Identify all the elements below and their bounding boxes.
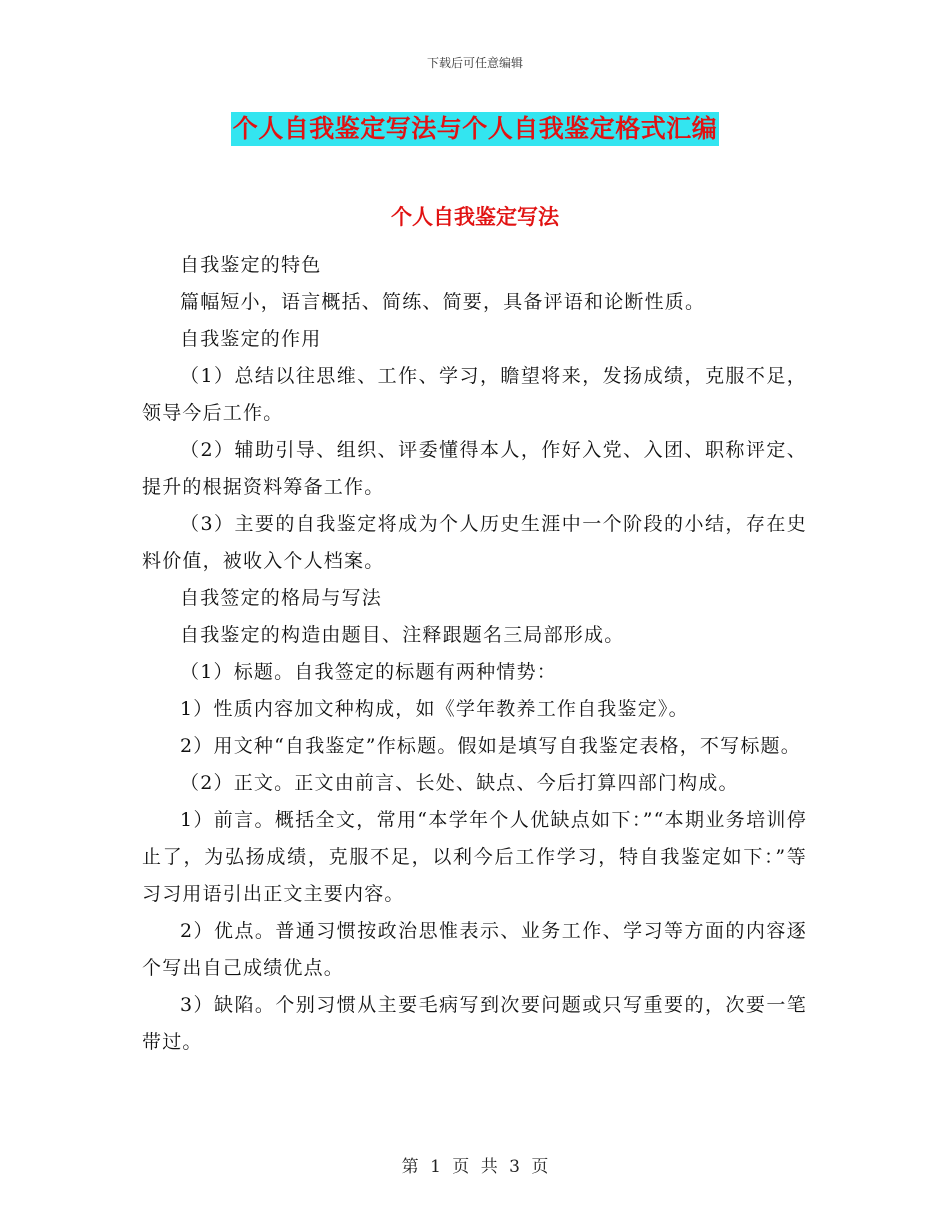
main-title: 个人自我鉴定写法与个人自我鉴定格式汇编 — [231, 112, 720, 146]
paragraph: （1）总结以往思维、工作、学习，瞻望将来，发扬成绩，克服不足，领导今后工作。 — [142, 365, 807, 424]
header-note: 下载后可任意编辑 — [426, 56, 523, 70]
paragraph: 自我鉴定的特色 — [180, 254, 322, 276]
paragraph: （2）辅助引导、组织、评委懂得本人，作好入党、入团、职称评定、提升的根据资料筹备工作。 — [142, 439, 807, 498]
paragraph: 自我签定的格局与写法 — [180, 587, 383, 609]
page-footer: 第 1 页 共 3 页 — [401, 1157, 549, 1177]
paragraph: 自我鉴定的作用 — [180, 328, 322, 350]
paragraph: 2）用文种“自我鉴定”作标题。假如是填写自我鉴定表格，不写标题。 — [180, 735, 801, 757]
section-title: 个人自我鉴定写法 — [391, 205, 559, 229]
paragraph: 自我鉴定的构造由题目、注释跟题名三局部形成。 — [180, 624, 625, 646]
main-title-container — [0, 112, 950, 146]
paragraph: 2）优点。普通习惯按政治思惟表示、业务工作、学习等方面的内容逐个写出自己成绩优点。 — [142, 920, 807, 979]
paragraph: （1）标题。自我签定的标题有两种情势： — [180, 661, 557, 683]
paragraph: 3）缺陷。个别习惯从主要毛病写到次要问题或只写重要的，次要一笔带过。 — [142, 994, 807, 1053]
paragraph: 篇幅短小，语言概括、简练、简要，具备评语和论断性质。 — [180, 291, 706, 313]
document-body — [142, 247, 807, 1061]
paragraph: 1）性质内容加文种构成，如《学年教养工作自我鉴定》。 — [180, 698, 689, 720]
paragraph: 1）前言。概括全文，常用“本学年个人优缺点如下：”“本期业务培训停止了，为弘扬成绩，克服不足，以利今后工作学习，特自我鉴定如下：”等习习用语引出正文主要内容。 — [142, 809, 807, 905]
paragraph: （3）主要的自我鉴定将成为个人历史生涯中一个阶段的小结，存在史料价值，被收入个人档案。 — [142, 513, 807, 572]
paragraph: （2）正文。正文由前言、长处、缺点、今后打算四部门构成。 — [180, 772, 739, 794]
